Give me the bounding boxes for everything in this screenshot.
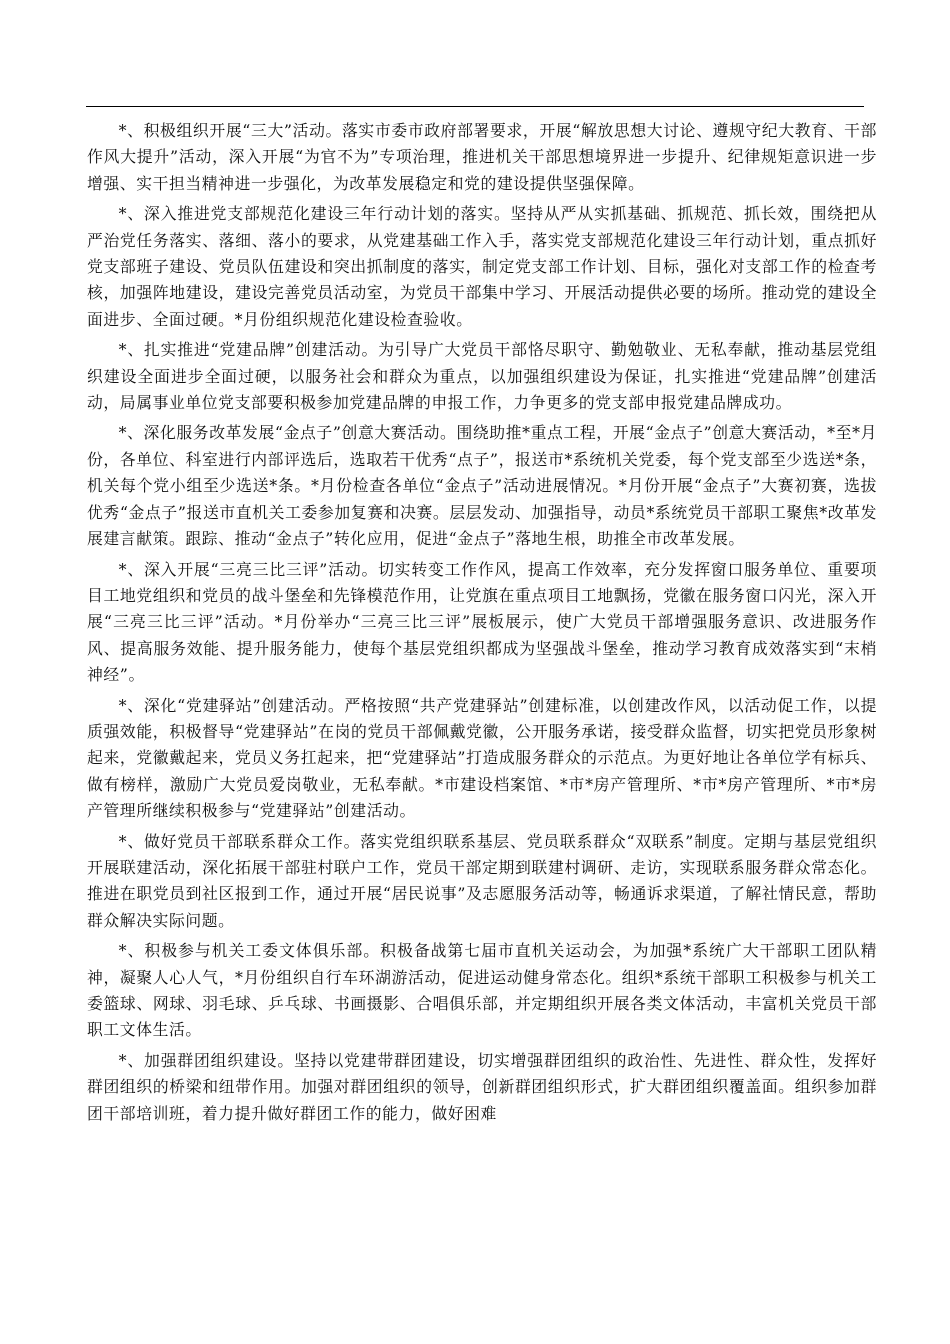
paragraph-7: *、做好党员干部联系群众工作。落实党组织联系基层、党员联系群众“双联系”制度。定期与基层党组织开展联建活动，深化拓展干部驻村联户工作，党员干部定期到联建村调研、走访，实现联系服务群众常态化。推进在职党员到社区报到工作，通过开展“居民说事”及志愿服务活动等，畅通诉求渠道，了解社情民意，帮助群众解决实际问题。 bbox=[87, 831, 877, 930]
document-body bbox=[87, 118, 877, 1131]
paragraph-9: *、加强群团组织建设。坚持以党建带群团建设，切实增强群团组织的政治性、先进性、群众性，发挥好群团组织的桥梁和纽带作用。加强对群团组织的领导，创新群团组织形式，扩大群团组织覆盖面。组织参加群团干部培训班，着力提升做好群团工作的能力，做好困难 bbox=[87, 1050, 877, 1123]
paragraph-3: *、扎实推进“党建品牌”创建活动。为引导广大党员干部恪尽职守、勤勉敬业、无私奉献，推动基层党组织建设全面进步全面过硬，以服务社会和群众为重点，以加强组织建设为保证，扎实推进“党建品牌”创建活动，局属事业单位党支部要积极参加党建品牌的申报工作，力争更多的党支部申报党建品牌成功。 bbox=[87, 340, 877, 413]
paragraph-8: *、积极参与机关工委文体俱乐部。积极备战第七届市直机关运动会，为加强*系统广大干部职工团队精神，凝聚人心人气，*月份组织自行车环湖游活动，促进运动健身常态化。组织*系统干部职工积极参与机关工委篮球、网球、羽毛球、乒乓球、书画摄影、合唱俱乐部，并定期组织开展各类文体活动，丰富机关党员干部职工文体生活。 bbox=[87, 941, 877, 1040]
paragraph-4: *、深化服务改革发展“金点子”创意大赛活动。围绕助推*重点工程，开展“金点子”创意大赛活动，*至*月份，各单位、科室进行内部评选后，选取若干优秀“点子”，报送市*系统机关党委，每个党支部至少选送*条，机关每个党小组至少选送*条。*月份检查各单位“金点子”活动进展情况。*月份开展“金点子”大赛初赛，选拔优秀“金点子”报送市直机关工委参加复赛和决赛。层层发动、加强指导，动员*系统党员干部职工聚焦*改革发展建言献策。跟踪、推动“金点子”转化应用，促进“金点子”落地生根，助推全市改革发展。 bbox=[87, 423, 877, 549]
paragraph-1: *、积极组织开展“三大”活动。落实市委市政府部署要求，开展“解放思想大讨论、遵规守纪大教育、干部作风大提升”活动，深入开展“为官不为”专项治理，推进机关干部思想境界进一步提升、纪律规矩意识进一步增强、实干担当精神进一步强化，为改革发展稳定和党的建设提供坚强保障。 bbox=[87, 121, 877, 193]
paragraph-2: *、深入推进党支部规范化建设三年行动计划的落实。坚持从严从实抓基础、抓规范、抓长效，围绕把从严治党任务落实、落细、落小的要求，从党建基础工作入手，落实党支部规范化建设三年行动计划，重点抓好党支部班子建设、党员队伍建设和突出抓制度的落实，制定党支部工作计划、目标，强化对支部工作的检查考核，加强阵地建设，建设完善党员活动室，为党员干部集中学习、开展活动提供必要的场所。推动党的建设全面进步、全面过硬。*月份组织规范化建设检查验收。 bbox=[87, 204, 877, 329]
paragraph-6: *、深化“党建驿站”创建活动。严格按照“共产党建驿站”创建标准，以创建改作风，以活动促工作，以提质强效能，积极督导“党建驿站”在岗的党员干部佩戴党徽，公开服务承诺，接受群众监督，切实把党员形象树起来，党徽戴起来，党员义务扛起来，把“党建驿站”打造成服务群众的示范点。为更好地让各单位学有标兵、做有榜样，激励广大党员爱岗敬业，无私奉献。*市建设档案馆、*市*房产管理所、*市*房产管理所、*市*房产管理所继续积极参与“党建驿站”创建活动。 bbox=[87, 695, 877, 821]
paragraph-5: *、深入开展“三亮三比三评”活动。切实转变工作作风，提高工作效率，充分发挥窗口服务单位、重要项目工地党组织和党员的战斗堡垒和先锋模范作用，让党旗在重点项目工地飘扬，党徽在服务窗口闪光，深入开展“三亮三比三评”活动。*月份举办“三亮三比三评”展板展示，使广大党员干部增强服务意识、改进服务作风、提高服务效能、提升服务能力，使每个基层党组织都成为坚强战斗堡垒，推动学习教育成效落实到“末梢神经”。 bbox=[87, 559, 877, 685]
header-rule bbox=[86, 106, 864, 107]
